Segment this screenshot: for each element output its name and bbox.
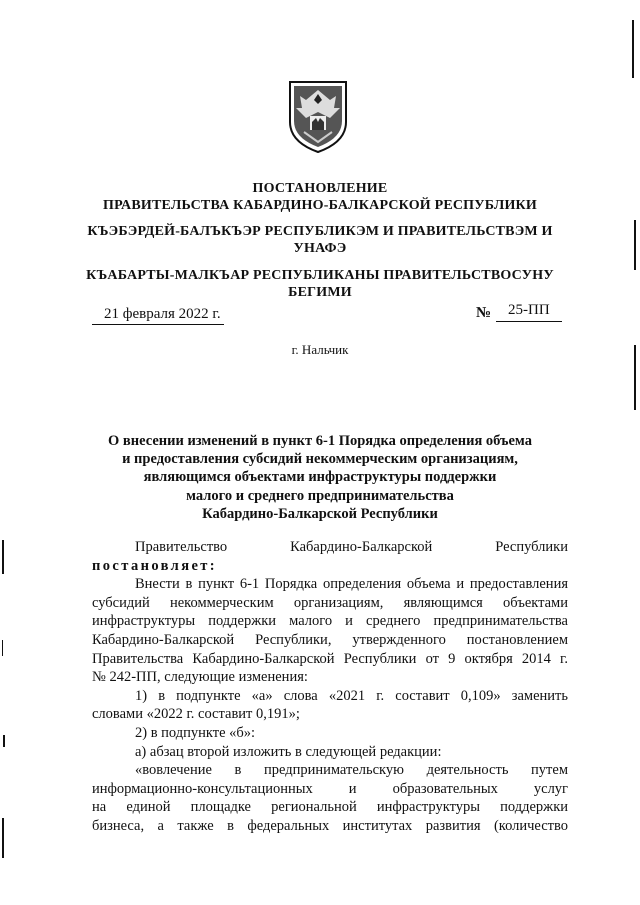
document-number: 25-ПП — [508, 302, 550, 318]
quote-line: «вовлечение в предпринимательскую деятельность путем — [135, 762, 568, 779]
scan-mark — [2, 540, 4, 574]
number-underline — [496, 321, 562, 322]
item-1-line: 1) в подпункте «а» слова «2021 г. составит 0,109» заменить — [135, 687, 568, 704]
doc-type-title: ПОСТАНОВЛЕНИЕ — [252, 181, 388, 196]
document-title — [0, 432, 640, 523]
quote-line: на единой площадке региональной инфраструктуры поддержки — [92, 799, 568, 816]
balkar-header-line2: БЕГИМИ — [288, 285, 352, 300]
number-label: № — [476, 305, 492, 321]
paragraph-line: Внести в пункт 6-1 Порядка определения объема и предоставления — [135, 576, 568, 593]
title-line: Кабардино-Балкарской Республики — [202, 505, 438, 522]
scan-mark — [2, 640, 3, 656]
quote-line: бизнеса, а также в федеральных институтах развития (количество — [92, 817, 568, 834]
item-2: 2) в подпункте «б»: — [135, 724, 256, 741]
title-line: и предоставления субсидий некоммерческим организациям, — [122, 451, 518, 468]
scan-mark — [3, 735, 5, 747]
coat-of-arms-emblem — [286, 78, 350, 154]
paragraph-line: субсидий некоммерческим организациям, являющимся объектами — [92, 594, 568, 611]
paragraph-line: № 242-ПП, следующие изменения: — [92, 669, 308, 686]
balkar-header-line1: КЪАБАРТЫ-МАЛКЪАР РЕСПУБЛИКАНЫ ПРАВИТЕЛЬСТВОСУНУ — [86, 268, 554, 283]
paragraph-line: Кабардино-Балкарской Республики, утвержденного постановлением — [92, 631, 568, 648]
title-line: являющимся объектами инфраструктуры поддержки — [143, 469, 497, 486]
document-date: 21 февраля 2022 г. — [104, 306, 221, 322]
item-2a: а) абзац второй изложить в следующей редакции: — [135, 743, 442, 760]
document-body — [92, 538, 568, 836]
paragraph-line: инфраструктуры поддержки малого и среднего предпринимательства — [92, 613, 568, 630]
title-line: малого и среднего предпринимательства — [186, 487, 454, 504]
city: г. Нальчик — [291, 342, 349, 357]
item-1-line: словами «2022 г. составит 0,191»; — [92, 706, 300, 723]
quote-line: информационно-консультационных и образовательных услуг — [92, 780, 568, 797]
intro-line: Правительство Кабардино-Балкарской Республики — [135, 539, 568, 555]
government-name: ПРАВИТЕЛЬСТВА КАБАРДИНО-БАЛКАРСКОЙ РЕСПУБЛИКИ — [102, 198, 538, 213]
kabardian-header-line2: УНАФЭ — [293, 241, 347, 256]
paragraph-line: Правительства Кабардино-Балкарской Республики от 9 октября 2014 г. — [92, 650, 568, 667]
date-underline — [92, 324, 224, 325]
scan-mark — [632, 20, 634, 78]
title-line: О внесении изменений в пункт 6-1 Порядка определения объема — [108, 433, 532, 449]
kabardian-header-line1: КЪЭБЭРДЕЙ-БАЛЪКЪЭР РЕСПУБЛИКЭМ И ПРАВИТЕЛЬСТВЭМ И — [87, 224, 553, 239]
scan-mark — [2, 818, 4, 858]
scan-mark — [634, 220, 636, 270]
resolves-word: постановляет: — [92, 557, 218, 574]
scan-mark — [634, 345, 636, 410]
